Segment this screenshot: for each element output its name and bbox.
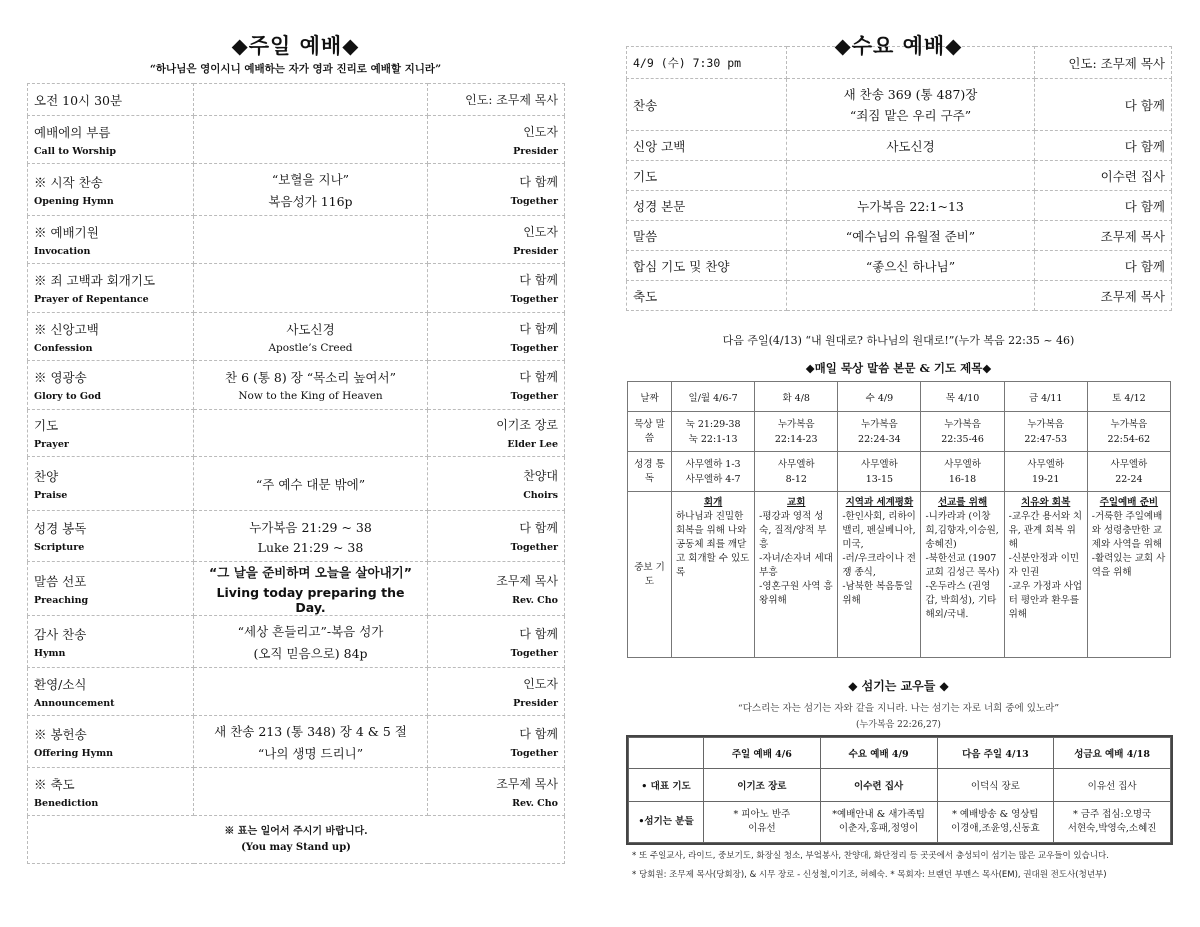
wednesday-detail-line1: 사도신경 (886, 138, 935, 154)
sunday-item-ko: 환영/소식 (34, 676, 87, 692)
sunday-detail-line2: Now to the King of Heaven (238, 390, 383, 402)
servants-header-cell (629, 738, 704, 769)
servants-serve-cell: * 피아노 반주 이유선 (704, 802, 821, 843)
prayer-body: 하나님과 진밀한 회복을 위해 나와 공동체 죄를 깨닫고 회개할 수 있도록 (676, 511, 750, 578)
wednesday-item: 축도 (627, 281, 787, 311)
sunday-leader-cell (428, 768, 565, 816)
prayer-topic: 치유와 회복 (1021, 497, 1071, 508)
wednesday-leader-cell: 조무제 목사 (1035, 221, 1172, 251)
servants-serve-cell: * 금주 접심:오명국 서현숙,박영숙,소혜진 (1054, 802, 1171, 843)
sunday-leader-cell (428, 410, 565, 457)
servants-serve-cell: •섬기는 분들 (629, 802, 704, 843)
servants-serve-cell: * 예배방송 & 영상팀 이경애,조윤영,신동효 (937, 802, 1054, 843)
sunday-leader-ko: 이기조 장로 (496, 418, 558, 432)
sunday-leader-cell (428, 668, 565, 716)
sunday-item (28, 410, 194, 457)
sunday-leader-cell (428, 562, 565, 616)
prayer-body: -교우간 용서와 치유, 관계 회복 위해 -신분안정과 이민자 인권 -교우 가정과 사업터 평안과 환우를 위해 (1008, 511, 1083, 620)
sunday-item (28, 264, 194, 313)
sunday-item-ko: ※ 시작 찬송 (34, 174, 103, 190)
servants-header-cell: 주일 예배 4/6 (704, 738, 821, 769)
sunday-item-en: Opening Hymn (34, 195, 114, 207)
sunday-row (28, 116, 565, 164)
sunday-item (28, 164, 194, 216)
sunday-detail (194, 264, 428, 313)
devotion-reading-cell: 사무엘하 13-15 (838, 452, 921, 492)
wednesday-detail-line1: “예수님의 유월절 준비” (845, 228, 976, 244)
devotion-prayer-row (628, 492, 1171, 658)
sunday-detail (194, 511, 428, 562)
wednesday-time: 4/9 (수) 7:30 pm (627, 47, 787, 79)
sunday-item-ko: 성경 봉독 (34, 521, 87, 536)
wednesday-detail-line1: “좋으신 하나님” (865, 258, 956, 274)
sunday-leader-en: Together (510, 647, 558, 659)
sunday-leader-cell (428, 264, 565, 313)
sunday-item-ko: ※ 신앙고백 (34, 321, 99, 337)
sunday-detail-line2: (오직 믿음으로) 84p (253, 645, 368, 661)
sunday-leader-en: Choirs (523, 489, 558, 501)
sunday-item (28, 562, 194, 616)
prayer-body: -니카라과 (이창희,김향자,이승원,송혜진) -북한선교 (1907교회 김성근 목사) -온두라스 (권영갑, 박희성), 기타 해외/국내. (925, 511, 1000, 620)
sunday-detail-line1: “주 예수 대문 밖에” (255, 476, 366, 492)
servants-table (628, 737, 1171, 843)
wednesday-leader-cell: 다 함께 (1035, 79, 1172, 131)
sunday-leader-ko: 조무제 목사 (496, 573, 558, 588)
sunday-leader-en: Together (510, 294, 558, 305)
prayer-topic: 지역과 세계평화 (845, 497, 914, 508)
servants-header-row (629, 738, 1171, 769)
sunday-row (28, 511, 565, 562)
wednesday-detail (787, 251, 1035, 281)
sunday-item (28, 616, 194, 668)
sunday-detail-line2: “나의 생명 드리니” (257, 745, 364, 761)
prayer-topic: 회개 (703, 497, 723, 508)
wednesday-detail-line1: 새 찬송 369 (통 487)장 (843, 87, 978, 102)
devotion-day-header: 화 4/8 (755, 382, 838, 412)
sunday-item-en: Scripture (34, 542, 85, 553)
sunday-detail-line2: Living today preparing the Day. (216, 584, 405, 615)
sunday-leader-cell (428, 716, 565, 768)
sunday-detail-line1: 누가복음 21:29 ~ 38 (249, 519, 372, 535)
wednesday-title: ◆수요 예배◆ (834, 33, 963, 58)
wednesday-item: 성경 본문 (627, 191, 787, 221)
sunday-leader-en: Together (510, 342, 558, 354)
devotion-meditation-cell: 눅 21:29-38 눅 22:1-13 (672, 412, 755, 452)
sunday-item-ko: ※ 봉헌송 (34, 726, 87, 742)
wednesday-detail (787, 79, 1035, 131)
sunday-leader-cell (428, 313, 565, 361)
standing-note (28, 816, 565, 864)
sunday-row (28, 313, 565, 361)
sunday-row (28, 216, 565, 264)
devotion-prayer-cell (838, 492, 921, 658)
devotion-meditation-row (628, 412, 1171, 452)
sunday-item-en: Prayer (34, 439, 69, 450)
devotion-meditation-cell: 누가복음 22:24-34 (838, 412, 921, 452)
devotion-day-header: 금 4/11 (1004, 382, 1087, 412)
sunday-detail-line2: Apostle’s Creed (268, 341, 353, 354)
sunday-subtitle: “하나님은 영이시니 예배하는 자가 영과 진리로 예배할 지니라” (149, 63, 442, 75)
sunday-item-ko: ※ 예배기원 (34, 224, 99, 240)
sunday-item (28, 668, 194, 716)
sunday-leader-ko: 인도자 (523, 124, 558, 139)
sunday-leader-en: Presider (513, 145, 558, 157)
sunday-item-en: Benediction (34, 797, 99, 809)
sunday-row (28, 562, 565, 616)
wednesday-leader-cell: 조무제 목사 (1035, 281, 1172, 311)
sunday-detail-line1: 찬 6 (통 8) 장 “목소리 높여서” (225, 370, 396, 385)
sunday-leader-en: Elder Lee (507, 439, 558, 450)
sunday-item (28, 216, 194, 264)
sunday-item-en: Praise (34, 489, 68, 501)
sunday-item-ko: ※ 죄 고백과 회개기도 (34, 273, 156, 288)
sunday-detail-line1: “보혈을 지나” (271, 171, 350, 187)
sunday-detail-line1: 사도신경 (286, 321, 335, 337)
sunday-item-en: Confession (34, 342, 93, 354)
sunday-detail-line2: Luke 21:29 ~ 38 (257, 539, 364, 555)
devotion-meditation-cell: 누가복음 22:47-53 (1004, 412, 1087, 452)
prayer-topic: 주일예배 준비 (1099, 497, 1159, 508)
sunday-leader-en: Together (510, 542, 558, 553)
wednesday-detail-line1: 누가복음 22:1~13 (857, 198, 964, 214)
sunday-leader-ko: 다 함께 (519, 174, 558, 189)
devotion-meditation-cell: 누가복음 22:35-46 (921, 412, 1004, 452)
wednesday-row (627, 221, 1172, 251)
sunday-time: 오전 10시 30분 (28, 84, 194, 116)
wednesday-detail (787, 161, 1035, 191)
sunday-detail-line1: 새 찬송 213 (통 348) 장 4 & 5 절 (214, 723, 407, 739)
sunday-item (28, 768, 194, 816)
sunday-leader-en: Together (510, 747, 558, 759)
sunday-item-ko: ※ 축도 (34, 776, 75, 792)
sunday-row (28, 768, 565, 816)
sunday-note-row (28, 816, 565, 864)
servants-prayer-cell: 이덕식 장로 (937, 769, 1054, 802)
sunday-item-ko: 찬양 (34, 468, 59, 484)
sunday-item-en: Call to Worship (34, 145, 117, 157)
devotion-day-header: 토 4/12 (1087, 382, 1170, 412)
wednesday-item: 신앙 고백 (627, 131, 787, 161)
wednesday-row (627, 191, 1172, 221)
sunday-item-en: Preaching (34, 594, 89, 606)
devotion-reading-row (628, 452, 1171, 492)
sunday-item (28, 116, 194, 164)
wednesday-item: 말씀 (627, 221, 787, 251)
servants-header-cell: 수요 예배 4/9 (820, 738, 937, 769)
sunday-item-en: Announcement (34, 697, 115, 709)
sunday-item (28, 313, 194, 361)
sunday-item-en: Offering Hymn (34, 747, 114, 759)
devotion-meditation-cell: 누가복음 22:54-62 (1087, 412, 1170, 452)
wednesday-leader-cell: 이수련 집사 (1035, 161, 1172, 191)
sunday-row (28, 264, 565, 313)
devotion-title: ◆매일 묵상 말씀 본문 & 기도 제목◆ (805, 361, 992, 375)
servants-header-cell: 다음 주일 4/13 (937, 738, 1054, 769)
sunday-leader-ko: 다 함께 (519, 370, 558, 384)
sunday-detail (194, 768, 428, 816)
wednesday-leader: 인도: 조무제 목사 (1035, 47, 1172, 79)
devotion-header-row (628, 382, 1171, 412)
servants-title: ◆ 섬기는 교우들 ◆ (848, 679, 949, 693)
prayer-topic: 교회 (787, 497, 806, 508)
sunday-detail (194, 457, 428, 511)
sunday-detail (194, 361, 428, 410)
sunday-leader-ko: 인도자 (523, 676, 558, 691)
footnote-2: * 당회원: 조무제 목사(당회장), & 시무 장로 - 신성철,이기조, 허혜숙. * 목회자: 브랜던 부멘스 목사(EM), 권대원 전도사(청년부) (632, 870, 1107, 880)
sunday-row (28, 457, 565, 511)
sunday-detail (194, 116, 428, 164)
devotion-prayer-cell (1004, 492, 1087, 658)
sunday-leader-en: Together (510, 391, 558, 402)
sunday-row (28, 616, 565, 668)
servants-header-cell: 성금요 예배 4/18 (1054, 738, 1171, 769)
sunday-item (28, 511, 194, 562)
servants-prayer-cell: 이수련 집사 (820, 769, 937, 802)
sunday-leader-ko: 다 함께 (519, 273, 558, 287)
sunday-leader-ko: 다 함께 (519, 626, 558, 641)
wednesday-row (627, 251, 1172, 281)
sunday-leader-ko: 다 함께 (519, 726, 558, 741)
sunday-item-ko: 말씀 선포 (34, 573, 87, 589)
sunday-item-ko: 감사 찬송 (34, 626, 87, 642)
sunday-leader-cell (428, 216, 565, 264)
sunday-leader-en: Presider (513, 697, 558, 709)
devotion-day-header: 날짜 (628, 382, 672, 412)
prayer-body: -한인사회, 리하이 밸리, 펜실베니아, 미국, -러/우크라이나 전쟁 종식, -남북한 복음통일 위해 (842, 511, 916, 606)
prayer-body: -평강과 영적 성숙, 질적/양적 부흥 -자녀/손자녀 세대 부흥 -영혼구원 사역 흥왕위해 (759, 511, 833, 606)
devotion-day-header: 목 4/10 (921, 382, 1004, 412)
devotion-prayer-cell (755, 492, 838, 658)
wednesday-row (627, 79, 1172, 131)
wednesday-leader-cell: 다 함께 (1035, 251, 1172, 281)
sunday-leader-en: Presider (513, 245, 558, 257)
wednesday-detail-line2: “죄짐 맡은 우리 구주” (849, 108, 972, 123)
standing-note-ko: ※ 표는 일어서 주시기 바랍니다. (224, 825, 368, 837)
sunday-detail (194, 616, 428, 668)
devotion-day-header: 수 4/9 (838, 382, 921, 412)
servants-ref: (누가복음 22:26,27) (856, 720, 941, 730)
sunday-leader-ko: 조무제 목사 (496, 776, 558, 791)
devotion-reading-cell: 사무엘하 1-3 사무엘하 4-7 (672, 452, 755, 492)
sunday-detail (194, 216, 428, 264)
servants-prayer-cell: • 대표 기도 (629, 769, 704, 802)
sunday-order-table (27, 83, 565, 864)
wednesday-order-table (626, 46, 1172, 311)
servants-prayer-row (629, 769, 1171, 802)
sunday-item-ko: ※ 영광송 (34, 370, 87, 385)
servants-prayer-cell: 이기조 장로 (704, 769, 821, 802)
sunday-leader-cell (428, 511, 565, 562)
sunday-item-en: Hymn (34, 647, 66, 659)
sunday-item-ko: 예배에의 부름 (34, 124, 111, 140)
sunday-leader-cell (428, 361, 565, 410)
sunday-row (28, 361, 565, 410)
sunday-leader-cell (428, 457, 565, 511)
sunday-leader-cell (428, 616, 565, 668)
wednesday-item: 합심 기도 및 찬양 (627, 251, 787, 281)
sunday-row (28, 410, 565, 457)
sunday-row (28, 164, 565, 216)
devotion-reading-cell: 사무엘하 22-24 (1087, 452, 1170, 492)
sunday-leader-en: Together (510, 195, 558, 207)
sunday-leader-cell (428, 116, 565, 164)
wednesday-detail (787, 281, 1035, 311)
sunday-leader-ko: 찬양대 (523, 468, 558, 483)
sunday-detail (194, 562, 428, 616)
sunday-item (28, 361, 194, 410)
footnote-1: * 또 주일교사, 라이드, 중보기도, 화장실 청소, 부엌봉사, 찬양대, 화단정리 등 곳곳에서 충성되이 섬기는 많은 교우들이 있습니다. (632, 851, 1109, 861)
sunday-title: ◆주일 예배◆ (231, 33, 360, 58)
wednesday-leader-cell: 다 함께 (1035, 191, 1172, 221)
devotion-meditation-label: 묵상 말씀 (628, 412, 672, 452)
devotion-table (627, 381, 1171, 658)
wednesday-leader-cell: 다 함께 (1035, 131, 1172, 161)
sunday-leader-ko: 다 함께 (519, 321, 558, 336)
devotion-day-header: 일/월 4/6-7 (672, 382, 755, 412)
sunday-item-ko: 기도 (34, 418, 59, 433)
devotion-prayer-cell (672, 492, 755, 658)
sunday-detail-line1: “그 날을 준비하며 오늘을 살아내기” (209, 564, 412, 580)
sunday-leader-en: Rev. Cho (512, 797, 558, 809)
sunday-item (28, 716, 194, 768)
wednesday-row (627, 131, 1172, 161)
sunday-leader-ko: 다 함께 (519, 521, 558, 535)
servants-serve-row (629, 802, 1171, 843)
sunday-detail (194, 313, 428, 361)
sunday-detail-line2: 복음성가 116p (268, 193, 353, 209)
servants-prayer-cell: 이유선 집사 (1054, 769, 1171, 802)
wednesday-item: 찬송 (627, 79, 787, 131)
sunday-detail (194, 410, 428, 457)
devotion-meditation-cell: 누가복음 22:14-23 (755, 412, 838, 452)
servants-serve-cell: *예배안내 & 새가족팀 이춘자,홍패,정영이 (820, 802, 937, 843)
prayer-topic: 선교를 위해 (937, 497, 988, 508)
sunday-row (28, 716, 565, 768)
next-week-sermon: 다음 주일(4/13) “내 원대로? 하나님의 원대로!”(누가 복음 22:35 ~ 46) (722, 334, 1075, 347)
sunday-item-en: Glory to God (34, 391, 102, 402)
devotion-reading-label: 성경 통독 (628, 452, 672, 492)
sunday-item-en: Prayer of Repentance (34, 294, 149, 305)
devotion-prayer-label: 중보 기도 (628, 492, 672, 658)
sunday-leader-ko: 인도자 (523, 224, 558, 239)
sunday-row (28, 668, 565, 716)
wednesday-detail (787, 131, 1035, 161)
sunday-detail (194, 716, 428, 768)
devotion-prayer-cell (1087, 492, 1170, 658)
sunday-leader-cell (428, 164, 565, 216)
sunday-header-row (28, 84, 565, 116)
devotion-reading-cell: 사무엘하 8-12 (755, 452, 838, 492)
prayer-body: -거룩한 주일예배와 성령충만한 교제와 사역을 위해 -활력있는 교회 사역을 위해 (1091, 511, 1166, 578)
sunday-item (28, 457, 194, 511)
wednesday-detail (787, 191, 1035, 221)
standing-note-en: (You may Stand up) (241, 841, 351, 853)
wednesday-item: 기도 (627, 161, 787, 191)
devotion-reading-cell: 사무엘하 19-21 (1004, 452, 1087, 492)
wednesday-row (627, 281, 1172, 311)
sunday-leader: 인도: 조무제 목사 (428, 84, 565, 116)
devotion-prayer-cell (921, 492, 1004, 658)
sunday-detail (194, 164, 428, 216)
wednesday-detail (787, 221, 1035, 251)
sunday-detail-line1: “세상 흔들리고”-복음 성가 (237, 623, 384, 639)
devotion-reading-cell: 사무엘하 16-18 (921, 452, 1004, 492)
sunday-detail (194, 668, 428, 716)
servants-quote: “다스리는 자는 섬기는 자와 같을 지니라. 나는 섬기는 자로 너희 중에 있노라” (737, 703, 1060, 714)
sunday-item-en: Invocation (34, 245, 91, 257)
wednesday-row (627, 161, 1172, 191)
sunday-leader-en: Rev. Cho (512, 594, 558, 606)
